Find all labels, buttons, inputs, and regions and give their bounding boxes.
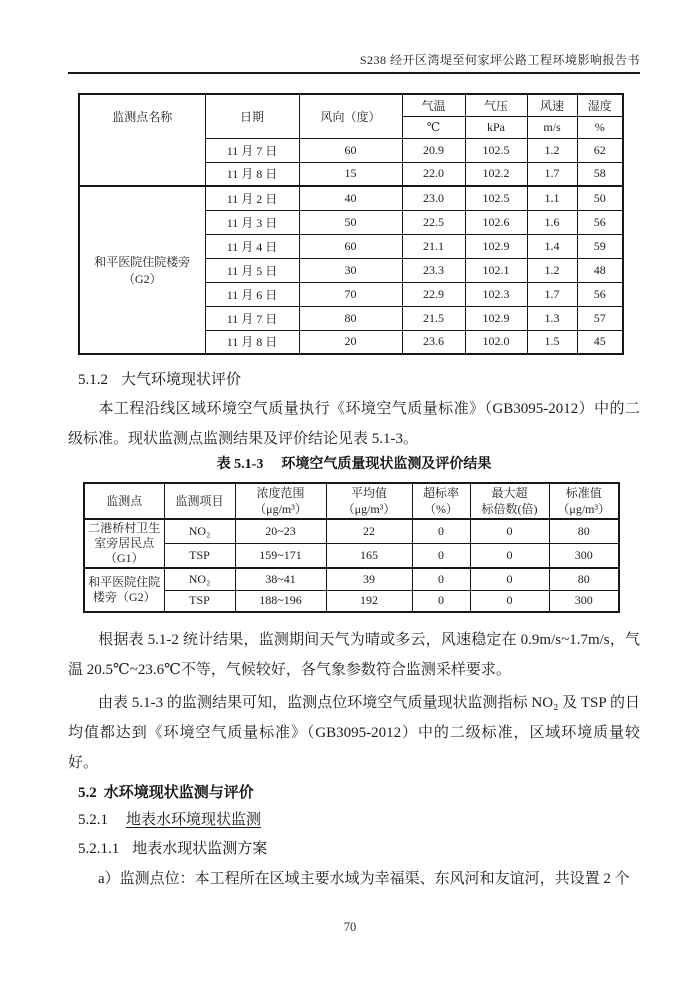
pressure-cell: 102.0 <box>465 330 527 354</box>
date-cell: 11 月 7 日 <box>205 306 299 330</box>
wind-direction-header-cell: 风向（度） <box>299 94 402 138</box>
max-exceedance-cell: 0 <box>470 590 549 612</box>
humidity-cell: 56 <box>577 282 623 306</box>
wind-speed-cell: 1.3 <box>527 306 577 330</box>
standard-cell: 300 <box>549 544 619 569</box>
average-cell: 165 <box>326 544 412 569</box>
wind-direction-cell: 15 <box>299 162 402 186</box>
wind-direction-cell: 80 <box>299 306 402 330</box>
date-cell: 11 月 5 日 <box>205 258 299 282</box>
temperature-cell: 23.6 <box>402 330 465 354</box>
temperature-cell: 22.0 <box>402 162 465 186</box>
range-cell: 20~23 <box>235 519 326 544</box>
humidity-cell: 62 <box>577 138 623 162</box>
standard-cell: 80 <box>549 519 619 544</box>
wind-direction-cell: 50 <box>299 210 402 234</box>
item-cell: TSP <box>164 544 235 569</box>
pressure-cell: 102.6 <box>465 210 527 234</box>
pressure-cell: 102.9 <box>465 234 527 258</box>
max-exceedance-cell: 0 <box>470 519 549 544</box>
paragraph-surface-water-points: a）监测点位：本工程所在区域主要水域为幸福渠、东风河和友谊河，共设置 2 个 <box>98 871 630 887</box>
max-exceedance-header-cell: 最大超 标倍数(倍) <box>470 483 549 519</box>
humidity-cell: 57 <box>577 306 623 330</box>
section-title: 地表水现状监测方案 <box>132 841 268 857</box>
pressure-cell: 102.5 <box>465 186 527 210</box>
meteorology-table <box>78 93 624 355</box>
temperature-unit-cell: ℃ <box>402 116 465 138</box>
date-cell: 11 月 8 日 <box>205 162 299 186</box>
pressure-cell: 102.5 <box>465 138 527 162</box>
table-header-row <box>84 483 619 519</box>
date-cell: 11 月 4 日 <box>205 234 299 258</box>
pressure-header-cell: 气压 <box>465 94 527 116</box>
monitoring-point-cell: 和平医院住院楼旁（G2） <box>84 568 164 612</box>
exceedance-rate-cell: 0 <box>412 519 470 544</box>
section-heading-5-2 <box>78 780 640 806</box>
humidity-cell: 56 <box>577 210 623 234</box>
wind-direction-cell: 30 <box>299 258 402 282</box>
caption-number: 表 5.1-3 <box>216 457 264 472</box>
table-caption <box>68 454 640 476</box>
date-cell: 11 月 6 日 <box>205 282 299 306</box>
item-cell: NO₂ <box>164 568 235 590</box>
humidity-cell: 58 <box>577 162 623 186</box>
max-exceedance-cell: 0 <box>470 544 549 569</box>
temperature-cell: 23.3 <box>402 258 465 282</box>
caption-title: 环境空气质量现状监测及评价结果 <box>281 457 492 472</box>
temperature-cell: 21.1 <box>402 234 465 258</box>
date-cell: 11 月 7 日 <box>205 138 299 162</box>
monitoring-point-cell: 和平医院住院楼旁（G2） <box>79 186 205 354</box>
table-row <box>84 544 619 569</box>
section-number: 5.1.2 <box>78 372 108 388</box>
wind-direction-cell: 60 <box>299 138 402 162</box>
section-title: 水环境现状监测与评价 <box>103 785 254 801</box>
range-cell: 159~171 <box>235 544 326 569</box>
standard-cell: 80 <box>549 568 619 590</box>
section-number: 5.2 <box>78 785 97 801</box>
temperature-cell: 23.0 <box>402 186 465 210</box>
header-rule <box>68 72 640 74</box>
item-cell: TSP <box>164 590 235 612</box>
exceedance-rate-cell: 0 <box>412 590 470 612</box>
section-heading-5-1-2 <box>78 370 640 391</box>
date-header-cell: 日期 <box>205 94 299 138</box>
paragraph-air-quality-standard: 本工程沿线区域环境空气质量执行《环境空气质量标准》（GB3095-2012）中的二级标准。现状监测点监测结果及评价结论见表 5.1-3。 <box>68 401 640 447</box>
standard-cell: 300 <box>549 590 619 612</box>
section-number: 5.2.1.1 <box>78 841 120 857</box>
pressure-cell: 102.3 <box>465 282 527 306</box>
point-header-cell: 监测点 <box>84 483 164 519</box>
air-quality-table <box>83 482 620 613</box>
wind-speed-cell: 1.6 <box>527 210 577 234</box>
table-row <box>84 590 619 612</box>
humidity-cell: 48 <box>577 258 623 282</box>
humidity-cell: 50 <box>577 186 623 210</box>
pressure-cell: 102.2 <box>465 162 527 186</box>
range-cell: 38~41 <box>235 568 326 590</box>
humidity-header-cell: 湿度 <box>577 94 623 116</box>
item-header-cell: 监测项目 <box>164 483 235 519</box>
paragraph-monitoring-conclusion: 由表 5.1-3 的监测结果可知，监测点位环境空气质量现状监测指标 NO₂ 及 TSP 的日均值都达到《环境空气质量标准》（GB3095-2012）中的二级标准，区域环境质量较好。 <box>68 695 640 771</box>
range-cell: 188~196 <box>235 590 326 612</box>
paragraph-weather-stats: 根据表 5.1-2 统计结果，监测期间天气为晴或多云，风速稳定在 0.9m/s~1.7m/s，气温 20.5℃~23.6℃不等，气候较好，各气象参数符合监测采样要求。 <box>68 632 640 678</box>
section-title: 地表水环境现状监测 <box>126 812 262 828</box>
date-cell: 11 月 8 日 <box>205 330 299 354</box>
average-header-cell: 平均值 （μg/m³） <box>326 483 412 519</box>
wind-direction-cell: 40 <box>299 186 402 210</box>
exceedance-rate-cell: 0 <box>412 544 470 569</box>
table-row <box>79 186 623 210</box>
table-header-row <box>79 94 623 116</box>
pressure-cell: 102.9 <box>465 306 527 330</box>
table-row <box>84 568 619 590</box>
average-cell: 39 <box>326 568 412 590</box>
wind-speed-cell: 1.5 <box>527 330 577 354</box>
average-cell: 22 <box>326 519 412 544</box>
exceedance-rate-cell: 0 <box>412 568 470 590</box>
average-cell: 192 <box>326 590 412 612</box>
page-number: 70 <box>343 920 357 934</box>
pressure-cell: 102.1 <box>465 258 527 282</box>
section-number: 5.2.1 <box>78 812 108 828</box>
humidity-cell: 59 <box>577 234 623 258</box>
wind-speed-cell: 1.4 <box>527 234 577 258</box>
wind-direction-cell: 70 <box>299 282 402 306</box>
wind-speed-cell: 1.7 <box>527 162 577 186</box>
monitoring-point-cell: 二港桥村卫生室旁居民点（G1） <box>84 519 164 568</box>
temperature-cell: 22.5 <box>402 210 465 234</box>
max-exceedance-cell: 0 <box>470 568 549 590</box>
temperature-cell: 20.9 <box>402 138 465 162</box>
date-cell: 11 月 2 日 <box>205 186 299 210</box>
section-title: 大气环境现状评价 <box>121 372 242 388</box>
wind-speed-cell: 1.2 <box>527 138 577 162</box>
humidity-cell: 45 <box>577 330 623 354</box>
date-cell: 11 月 3 日 <box>205 210 299 234</box>
humidity-unit-cell: % <box>577 116 623 138</box>
wind-speed-unit-cell: m/s <box>527 116 577 138</box>
wind-speed-cell: 1.2 <box>527 258 577 282</box>
wind-speed-header-cell: 风速 <box>527 94 577 116</box>
wind-speed-cell: 1.1 <box>527 186 577 210</box>
wind-speed-cell: 1.7 <box>527 282 577 306</box>
exceedance-rate-header-cell: 超标率 （%） <box>412 483 470 519</box>
running-header-title: S238 经开区湾堤至何家坪公路工程环境影响报告书 <box>359 53 640 67</box>
range-header-cell: 浓度范围 （μg/m³） <box>235 483 326 519</box>
wind-direction-cell: 20 <box>299 330 402 354</box>
pressure-unit-cell: kPa <box>465 116 527 138</box>
wind-direction-cell: 60 <box>299 234 402 258</box>
temperature-header-cell: 气温 <box>402 94 465 116</box>
temperature-cell: 21.5 <box>402 306 465 330</box>
temperature-cell: 22.9 <box>402 282 465 306</box>
point-name-header-cell: 监测点名称 <box>79 94 205 186</box>
item-cell: NO₂ <box>164 519 235 544</box>
section-heading-5-2-1 <box>78 806 640 835</box>
table-row <box>84 519 619 544</box>
standard-header-cell: 标准值 （μg/m³） <box>549 483 619 519</box>
section-heading-5-2-1-1 <box>78 835 640 864</box>
